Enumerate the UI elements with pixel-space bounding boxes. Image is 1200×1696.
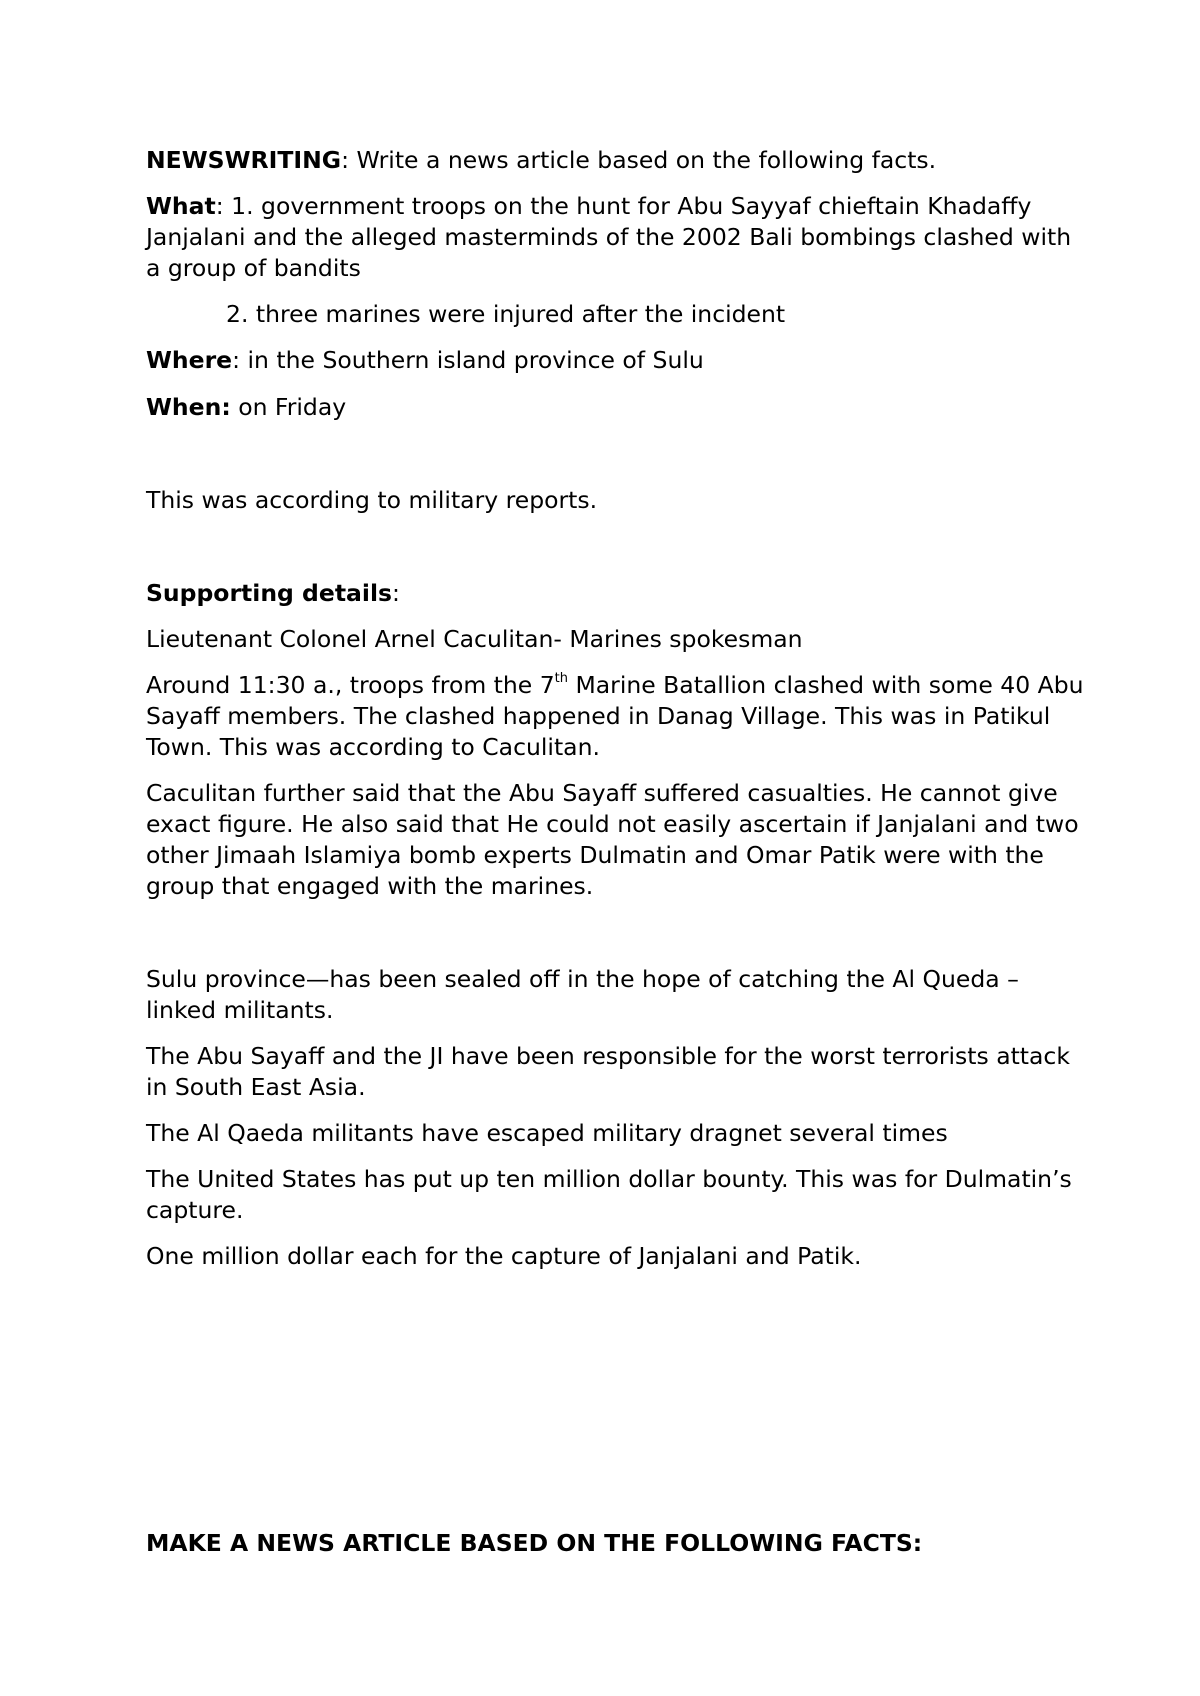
when-text: on Friday bbox=[230, 393, 347, 421]
troops-text-after: Marine Batallion clashed with some 40 Abu Sayaff members. The clashed happened in Danag Village. This was in Patikul Town. This was according to Caculitan. bbox=[146, 671, 1084, 761]
when-label: When: bbox=[146, 393, 231, 421]
footer-heading-text: MAKE A NEWS ARTICLE BASED ON THE FOLLOWING FACTS: bbox=[146, 1529, 923, 1557]
detail-million-each: One million dollar each for the capture of Janjalani and Patik. bbox=[146, 1242, 862, 1270]
supporting-heading bbox=[146, 578, 1086, 609]
intro-line bbox=[146, 145, 1086, 176]
spokesman-line: Lieutenant Colonel Arnel Caculitan- Marines spokesman bbox=[146, 625, 803, 653]
where-text: : in the Southern island province of Sulu bbox=[232, 346, 704, 374]
detail-bounty: The United States has put up ten million dollar bounty. This was for Dulmatin’s capture. bbox=[146, 1165, 1072, 1224]
intro-label: NEWSWRITING bbox=[146, 146, 342, 174]
what-item-1: 1. government troops on the hunt for Abu Sayyaf chieftain Khadaffy Janjalani and the alleged masterminds of the 2002 Bali bombings clashed with a group of bandits bbox=[146, 192, 1072, 282]
where-label: Where bbox=[146, 346, 233, 374]
ordinal-superscript: th bbox=[554, 671, 569, 687]
what-paragraph bbox=[146, 191, 1086, 284]
detail-escaped: The Al Qaeda militants have escaped military dragnet several times bbox=[146, 1119, 948, 1147]
troops-text-before: Around 11:30 a., troops from the 7 bbox=[146, 671, 555, 699]
supporting-colon: : bbox=[392, 579, 400, 607]
footer-heading bbox=[146, 1528, 1086, 1559]
troops-paragraph bbox=[146, 670, 1086, 763]
where-line bbox=[146, 345, 1086, 376]
intro-text: : Write a news article based on the following facts. bbox=[341, 146, 937, 174]
what-item-2: 2. three marines were injured after the incident bbox=[226, 300, 786, 328]
when-line bbox=[146, 392, 1086, 423]
supporting-label: Supporting details bbox=[146, 579, 393, 607]
detail-sulu-sealed: Sulu province—has been sealed off in the hope of catching the Al Queda –linked militants. bbox=[146, 965, 1019, 1024]
what-label: What bbox=[146, 192, 216, 220]
casualties-paragraph: Caculitan further said that the Abu Sayaff suffered casualties. He cannot give exact figure. He also said that He could not easily ascertain if Janjalani and two other Jimaah Islamiya bomb experts Dulmatin and Omar Patik were with the group that engaged with the marines. bbox=[146, 779, 1079, 900]
according-line: This was according to military reports. bbox=[146, 486, 598, 514]
detail-responsible: The Abu Sayaff and the JI have been responsible for the worst terrorists attack in South East Asia. bbox=[146, 1042, 1070, 1101]
what-colon: : bbox=[215, 192, 224, 220]
